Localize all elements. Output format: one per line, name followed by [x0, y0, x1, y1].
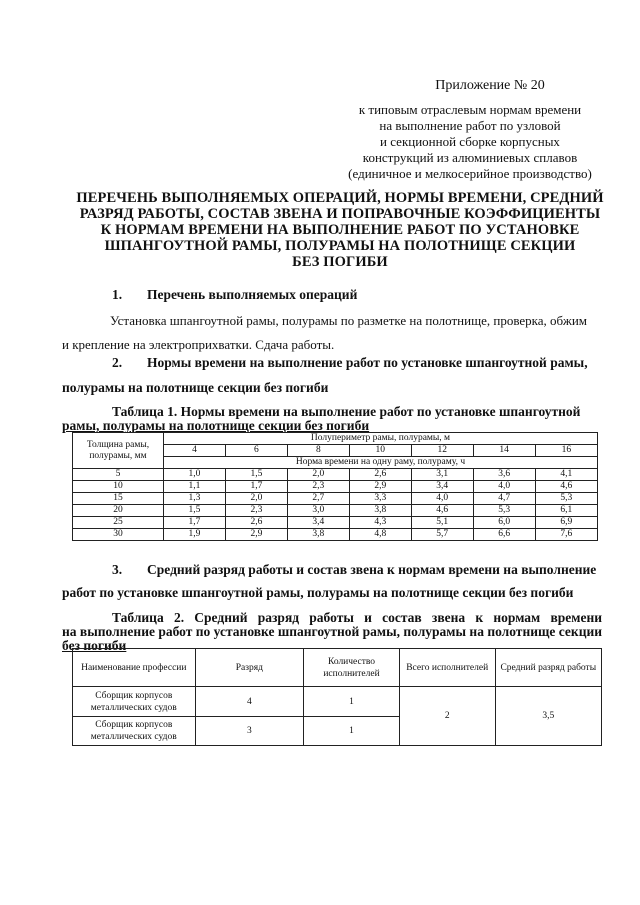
cell-profession: Сборщик корпусов металлических судов	[73, 687, 196, 717]
section-heading-text: Перечень выполняемых операций	[147, 287, 358, 302]
column-header: 14	[473, 445, 535, 457]
table2-caption-line2: на выполнение работ по установке шпангоутной рамы, полурамы на полотнище секции	[62, 624, 603, 639]
cell-time-value: 1,9	[164, 529, 226, 541]
table1-caption-line1: Таблица 1. Нормы времени на выполнение работ по установке шпангоутной	[112, 404, 581, 419]
cell-grade: 3	[195, 717, 304, 746]
title-line: К НОРМАМ ВРЕМЕНИ НА ВЫПОЛНЕНИЕ РАБОТ ПО УСТАНОВКЕ	[100, 222, 580, 238]
cell-time-value: 6,6	[473, 529, 535, 541]
table-row	[73, 493, 598, 505]
column-header: 6	[225, 445, 287, 457]
cell-time-value: 1,5	[164, 505, 226, 517]
cell-time-value: 5,7	[411, 529, 473, 541]
cell-count: 1	[304, 687, 400, 717]
cell-time-value: 3,8	[349, 505, 411, 517]
table-row	[73, 469, 598, 481]
document-title	[70, 190, 610, 270]
cell-time-value: 2,0	[225, 493, 287, 505]
header-avg-grade: Средний разряд работы	[495, 649, 601, 687]
column-header: 12	[411, 445, 473, 457]
cell-thickness: 15	[73, 493, 164, 505]
section-number: 1.	[112, 287, 123, 302]
unit-header: Норма времени на одну раму, полураму, ч	[164, 457, 598, 469]
cell-time-value: 3,1	[411, 469, 473, 481]
cell-time-value: 1,7	[225, 481, 287, 493]
table1-time-norms	[72, 432, 598, 541]
appendix-line: и секционной сборке корпусных	[380, 134, 560, 149]
cell-avg-grade: 3,5	[495, 687, 601, 746]
cell-time-value: 2,3	[287, 481, 349, 493]
cell-time-value: 2,9	[349, 481, 411, 493]
section3-heading	[112, 562, 612, 578]
column-header: 8	[287, 445, 349, 457]
cell-time-value: 4,6	[411, 505, 473, 517]
header-grade: Разряд	[195, 649, 304, 687]
appendix-line: к типовым отраслевым нормам времени	[358, 102, 582, 117]
section-number: 3.	[112, 562, 123, 577]
cell-count: 1	[304, 717, 400, 746]
cell-time-value: 2,0	[287, 469, 349, 481]
cell-thickness: 5	[73, 469, 164, 481]
cell-time-value: 5,3	[473, 505, 535, 517]
row-header: Толщина рамы, полурамы, мм	[73, 433, 164, 469]
cell-time-value: 4,8	[349, 529, 411, 541]
cell-time-value: 1,5	[225, 469, 287, 481]
table2-caption-text: без погиби	[62, 638, 127, 653]
section3-heading-line2: работ по установке шпангоутной рамы, полурамы на полотнище секции без погиби	[62, 585, 574, 600]
title-line: ПЕРЕЧЕНЬ ВЫПОЛНЯЕМЫХ ОПЕРАЦИЙ, НОРМЫ ВРЕМЕНИ, СРЕДНИЙ	[76, 190, 604, 206]
cell-time-value: 6,1	[535, 505, 597, 517]
cell-profession: Сборщик корпусов металлических судов	[73, 717, 196, 746]
section-heading-text: Средний разряд работы и состав звена к нормам времени на выполнение	[147, 562, 597, 577]
cell-time-value: 3,0	[287, 505, 349, 517]
table2-caption-line1: Таблица 2. Средний разряд работы и состав звена к нормам времени	[112, 610, 602, 625]
table-row	[73, 529, 598, 541]
cell-thickness: 25	[73, 517, 164, 529]
cell-time-value: 3,4	[411, 481, 473, 493]
cell-grade: 4	[195, 687, 304, 717]
title-line: ШПАНГОУТНОЙ РАМЫ, ПОЛУРАМЫ НА ПОЛОТНИЩЕ СЕКЦИИ	[104, 238, 576, 254]
cell-time-value: 4,0	[411, 493, 473, 505]
appendix-number: Приложение № 20	[435, 78, 545, 93]
header-count: Количество исполнителей	[304, 649, 400, 687]
appendix-line: (единичное и мелкосерийное производство)	[348, 166, 592, 181]
cell-time-value: 1,7	[164, 517, 226, 529]
group-header: Полупериметр рамы, полурамы, м	[164, 433, 598, 445]
table1-caption-line2	[62, 418, 369, 433]
appendix-line: конструкций из алюминиевых сплавов	[362, 150, 578, 165]
header-total: Всего исполнителей	[399, 649, 495, 687]
section-heading-text: Нормы времени на выполнение работ по установке шпангоутной рамы,	[147, 355, 588, 370]
appendix-block	[330, 78, 610, 182]
cell-time-value: 4,1	[535, 469, 597, 481]
cell-time-value: 6,9	[535, 517, 597, 529]
table-row	[73, 517, 598, 529]
cell-time-value: 5,1	[411, 517, 473, 529]
cell-time-value: 3,4	[287, 517, 349, 529]
cell-time-value: 2,6	[349, 469, 411, 481]
cell-time-value: 6,0	[473, 517, 535, 529]
table1-caption-text: рамы, полурамы на полотнище секции без погиби	[62, 418, 370, 433]
cell-time-value: 3,3	[349, 493, 411, 505]
cell-time-value: 1,0	[164, 469, 226, 481]
section2-heading	[112, 355, 612, 371]
section2-heading-line2: полурамы на полотнище секции без погиби	[62, 380, 329, 395]
cell-thickness: 30	[73, 529, 164, 541]
section1-heading	[112, 287, 357, 303]
cell-time-value: 4,6	[535, 481, 597, 493]
cell-time-value: 3,8	[287, 529, 349, 541]
section-number: 2.	[112, 355, 123, 370]
cell-time-value: 2,3	[225, 505, 287, 517]
section1-text-line1: Установка шпангоутной рамы, полурамы по разметке на полотнище, проверка, обжим	[110, 313, 588, 328]
cell-time-value: 4,3	[349, 517, 411, 529]
column-header: 10	[349, 445, 411, 457]
cell-time-value: 3,6	[473, 469, 535, 481]
column-header: 4	[164, 445, 226, 457]
cell-time-value: 5,3	[535, 493, 597, 505]
cell-time-value: 1,1	[164, 481, 226, 493]
title-line: БЕЗ ПОГИБИ	[292, 254, 388, 270]
cell-time-value: 1,3	[164, 493, 226, 505]
cell-time-value: 2,9	[225, 529, 287, 541]
table2-crew	[72, 648, 602, 746]
column-header: 16	[535, 445, 597, 457]
cell-thickness: 10	[73, 481, 164, 493]
header-profession: Наименование профессии	[73, 649, 196, 687]
cell-time-value: 2,6	[225, 517, 287, 529]
table-row	[73, 481, 598, 493]
cell-time-value: 4,7	[473, 493, 535, 505]
cell-time-value: 4,0	[473, 481, 535, 493]
cell-time-value: 7,6	[535, 529, 597, 541]
table-row	[73, 505, 598, 517]
title-line: РАЗРЯД РАБОТЫ, СОСТАВ ЗВЕНА И ПОПРАВОЧНЫЕ КОЭФФИЦИЕНТЫ	[79, 206, 601, 222]
cell-total: 2	[399, 687, 495, 746]
section1-text-line2: и крепление на электроприхватки. Сдача работы.	[62, 337, 335, 352]
appendix-line: на выполнение работ по узловой	[379, 118, 561, 133]
cell-time-value: 2,7	[287, 493, 349, 505]
cell-thickness: 20	[73, 505, 164, 517]
